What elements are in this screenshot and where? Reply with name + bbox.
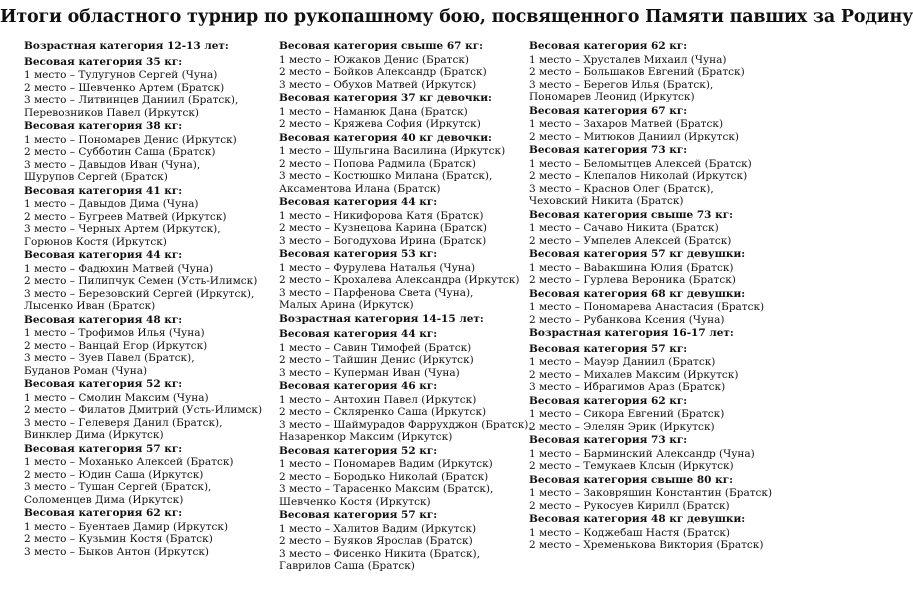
weight-category-title: Весовая категория 44 кг: (24, 249, 183, 261)
result-line: 2 место – Элелян Эрик (Иркутск) (529, 420, 715, 433)
result-line: 2 место – Субботин Саша (Братск) (24, 146, 216, 158)
result-line: 3 место – Шаймурадов Фаррухджон (Братск), (279, 418, 532, 431)
weight-category-title: Весовая категория 46 кг: (279, 380, 438, 392)
result-line: 1 место – Давыдов Дима (Чуна) (24, 198, 199, 210)
result-line: 2 место – Бугреев Матвей (Иркутск) (24, 210, 227, 223)
weight-category-section (279, 380, 532, 444)
result-line: 2 место – Буяков Ярослав (Братск) (279, 535, 473, 547)
result-line: 2 место – Михалев Максим (Иркутск) (529, 368, 739, 381)
result-line: Чеховский Никита (Братск) (529, 195, 684, 207)
weight-category-section (279, 445, 532, 509)
weight-category-section (529, 209, 772, 248)
result-line: 1 место – Пономарев Денис (Иркутск) (24, 133, 237, 146)
result-line: 2 место – Скляренко Саша (Иркутск) (279, 406, 487, 418)
result-line: 1 место – Тулугунов Сергей (Чуна) (24, 69, 218, 81)
weight-category-section (279, 196, 532, 247)
result-line: Назаренкор Максим (Иркутск) (279, 431, 453, 443)
result-line: Горюнов Костя (Иркутск) (24, 235, 167, 248)
weight-category-section (279, 509, 532, 573)
result-line: 1 место – Трофимов Илья (Чуна) (24, 327, 205, 339)
result-line: 3 место – Березовский Сергей (Иркутск), (24, 287, 255, 300)
result-line: 1 место – Заковряшин Константин (Братск) (529, 487, 773, 499)
weight-category-section (279, 132, 532, 196)
result-line: 1 место – Барминский Александр (Чуна) (529, 447, 755, 460)
result-line: 2 место – Филатов Дмитрий (Усть-Илимск) (24, 404, 263, 416)
result-line: Буданов Роман (Чуна) (24, 364, 148, 377)
weight-category-title: Весовая категория 48 кг девушки: (529, 513, 746, 525)
result-line: 1 место – Хрусталев Михаил (Чуна) (529, 53, 727, 66)
result-line: 2 место – Кузьмин Костя (Братск) (24, 533, 213, 545)
weight-category-title: Весовая категория 57 кг: (529, 342, 688, 355)
result-line: 1 место – Антохин Павел (Иркутск) (279, 393, 477, 406)
weight-category-title: Весовая категория 73 кг: (529, 434, 688, 446)
result-line: 1 место – Захаров Матвей (Братск) (529, 118, 724, 130)
weight-category-section (24, 56, 262, 120)
result-line: 2 место – Ванцай Егор (Иркутск) (24, 339, 208, 352)
result-line: 1 место – Савин Тимофей (Братск) (279, 341, 472, 354)
result-line: 3 место – Костюшко Милана (Братск), (279, 170, 493, 182)
result-line: 2 место – Бородько Николай (Братск) (279, 470, 489, 483)
weight-category-section (529, 395, 772, 434)
result-line: 3 место – Богодухова Ирина (Братск) (279, 234, 487, 247)
result-line: 3 место – Берегов Илья (Братск), (529, 78, 714, 91)
weight-category-section (24, 314, 262, 378)
result-line: 3 место – Черных Артем (Иркутск), (24, 223, 221, 235)
weight-category-title: Весовая категория 44 кг: (279, 196, 438, 208)
weight-category-title: Весовая категория 73 кг: (529, 144, 688, 156)
result-line: 3 место – Тушан Сергей (Братск), (24, 481, 212, 493)
weight-category-title: Весовая категория 35 кг: (24, 55, 183, 68)
result-line: 2 место – Бойков Александр (Братск) (279, 66, 487, 78)
weight-category-section (529, 288, 772, 327)
result-line: Пономарев Леонид (Иркутск) (529, 91, 695, 103)
weight-category-section (279, 92, 532, 131)
result-line: 2 место – Рукосуев Кирилл (Братск) (529, 499, 730, 512)
weight-category-title: Весовая категория 62 кг: (529, 40, 688, 52)
result-line: 3 место – Гелеверя Данил (Братск), (24, 416, 223, 429)
result-line: 1 место – Пономарева Анастасия (Братск) (529, 301, 765, 313)
result-line: 2 место – Крохалева Александра (Иркутск) (279, 274, 520, 286)
weight-category-title: Весовая категория 53 кг: (279, 248, 438, 260)
result-line: Соломенцев Дима (Иркутск) (24, 493, 184, 506)
weight-category-section (529, 343, 772, 394)
result-line: 3 место – Давыдов Иван (Чуна), (24, 158, 201, 171)
result-line: 1 место – Буентаев Дамир (Иркутск) (24, 520, 229, 533)
result-line: 2 место – Шевченко Артем (Братск) (24, 81, 225, 94)
weight-category-section (529, 474, 772, 513)
result-line: Винклер Дима (Иркутск) (24, 429, 164, 441)
weight-category-section (24, 443, 262, 507)
weight-category-title: Весовая категория 57 кг: (279, 509, 438, 521)
result-line: Гаврилов Саша (Братск) (279, 560, 415, 572)
weight-category-section (529, 513, 772, 552)
age-category-heading: Возрастная категория 12-13 лет: (24, 40, 229, 52)
weight-category-title: Весовая категория свыше 80 кг: (529, 473, 734, 486)
weight-category-title: Весовая категория 67 кг: (529, 104, 688, 117)
result-line: 1 место – Никифорова Катя (Братск) (279, 209, 484, 222)
result-line: 1 место – Наманюк Дана (Братск) (279, 105, 468, 118)
result-line: 1 место – Мауэр Даниил (Братск) (529, 356, 716, 368)
result-line: 2 место – Рубанкова Ксения (Чуна) (529, 313, 725, 326)
result-line: 1 место – Сикора Евгений (Братск) (529, 408, 725, 420)
document-title: Итоги областного турнир по рукопашному бою, посвященного Памяти павших за Родину (0, 7, 913, 27)
weight-category-title: Весовая категория 62 кг: (529, 394, 688, 407)
weight-category-title: Весовая категория 37 кг девочки: (279, 92, 492, 104)
result-line: 2 место – Хременькова Виктория (Братск) (529, 539, 764, 551)
weight-category-section (279, 248, 532, 312)
weight-category-section (24, 507, 262, 558)
results-column-1 (24, 40, 262, 559)
weight-category-section (529, 105, 772, 144)
weight-category-title: Весовая категория 62 кг: (24, 507, 183, 519)
age-category-heading: Возрастная категория 14-15 лет: (279, 312, 484, 325)
result-line: 1 место – Беломытцев Алексей (Братск) (529, 157, 752, 170)
result-line: 1 место – Моханько Алексей (Братск) (24, 456, 234, 468)
result-line: 3 место – Фисенко Никита (Братск), (279, 547, 480, 560)
weight-category-section (279, 40, 532, 91)
weight-category-title: Весовая категория 44 кг: (279, 328, 438, 340)
result-line: 2 место – Тайшин Денис (Иркутск) (279, 354, 474, 366)
result-line: 2 место – Кузнецова Карина (Братск) (279, 222, 488, 234)
result-line: 2 место – Умпелев Алексей (Братск) (529, 234, 732, 247)
weight-category-title: Весовая категория 52 кг: (279, 444, 438, 457)
weight-category-title: Весовая категория свыше 67 кг: (279, 40, 484, 52)
result-line: 1 место – Пономарев Вадим (Иркутск) (279, 458, 493, 470)
weight-category-section (24, 378, 262, 442)
result-line: 1 место – Коджебаш Настя (Братск) (529, 526, 731, 539)
result-line: Лысенко Иван (Братск) (24, 300, 156, 312)
weight-category-section (529, 40, 772, 104)
result-line: 2 место – Кряжева София (Иркутск) (279, 118, 481, 130)
result-line: 3 место – Быков Антон (Иркутск) (24, 545, 210, 558)
result-line: 2 место – Гурлева Вероника (Братск) (529, 274, 736, 286)
weight-category-title: Весовая категория 38 кг: (24, 120, 183, 132)
result-line: 3 место – Ибрагимов Араз (Братск) (529, 381, 726, 393)
result-line: 2 место – Пилипчук Семен (Усть-Илимск) (24, 275, 258, 287)
result-line: 1 место – Сачаво Никита (Братск) (529, 222, 719, 234)
result-line: 2 место – Большаков Евгений (Братск) (529, 66, 745, 78)
results-column-2 (279, 40, 532, 574)
weight-category-title: Весовая категория 68 кг девушки: (529, 287, 746, 300)
weight-category-title: Весовая категория 48 кг: (24, 313, 183, 326)
result-line: 1 место – Фадюхин Матвей (Чуна) (24, 262, 214, 275)
result-line: 1 место – Халитов Вадим (Иркутск) (279, 522, 477, 535)
weight-category-section (529, 144, 772, 208)
result-line: 1 место – Шульгина Василина (Иркутск) (279, 145, 506, 157)
weight-category-title: Весовая категория 57 кг: (24, 442, 183, 455)
weight-category-section (24, 185, 262, 249)
weight-category-section (24, 249, 262, 313)
weight-category-section (529, 434, 772, 473)
weight-category-title: Весовая категория 41 кг: (24, 184, 183, 197)
result-line: 3 место – Литвинцев Даниил (Братск), (24, 94, 239, 106)
age-category-heading: Возрастная категория 16-17 лет: (529, 327, 734, 339)
weight-category-title: Весовая категория свыше 73 кг: (529, 208, 734, 221)
result-line: 1 место – Фурулева Наталья (Чуна) (279, 261, 476, 274)
result-line: 3 место – Обухов Матвей (Иркутск) (279, 78, 477, 91)
weight-category-title: Весовая категория 52 кг: (24, 378, 183, 390)
result-line: 2 место – Митюков Даниил (Иркутск) (529, 130, 740, 143)
result-line: Шевченко Костя (Иркутск) (279, 495, 431, 508)
result-line: 3 место – Краснов Олег (Братск), (529, 182, 714, 195)
weight-category-title: Весовая категория 57 кг девушки: (529, 248, 746, 260)
result-line: Перевозников Павел (Иркутск) (24, 106, 200, 119)
result-line: 2 место – Юдин Саша (Иркутск) (24, 468, 204, 481)
weight-category-section (279, 328, 532, 379)
result-line: 1 место – Babaкшина Юлия (Братск) (529, 261, 734, 274)
result-line: 3 место – Куперман Иван (Чуна) (279, 366, 460, 379)
result-line: 2 место – Клепалов Николай (Иркутск) (529, 170, 748, 182)
result-line: 3 место – Парфенова Света (Чуна), (279, 286, 474, 299)
result-line: 1 место – Смолин Максим (Чуна) (24, 391, 209, 404)
result-line: Шурупов Сергей (Братск) (24, 171, 168, 183)
weight-category-section (529, 248, 772, 287)
result-line: 2 место – Темукаев Клсын (Иркутск) (529, 460, 734, 472)
result-line: 2 место – Попова Радмила (Братск) (279, 157, 477, 170)
weight-category-title: Весовая категория 40 кг девочки: (279, 131, 492, 144)
result-line: 1 место – Южаков Денис (Братск) (279, 53, 470, 66)
result-line: Аксаментова Илана (Братск) (279, 182, 441, 195)
result-line: 3 место – Зуев Павел (Братск), (24, 352, 195, 364)
result-line: Малых Арина (Иркутск) (279, 299, 414, 311)
weight-category-section (24, 120, 262, 184)
result-line: 3 место – Тарасенко Максим (Братск), (279, 483, 494, 495)
results-column-3 (529, 40, 772, 553)
